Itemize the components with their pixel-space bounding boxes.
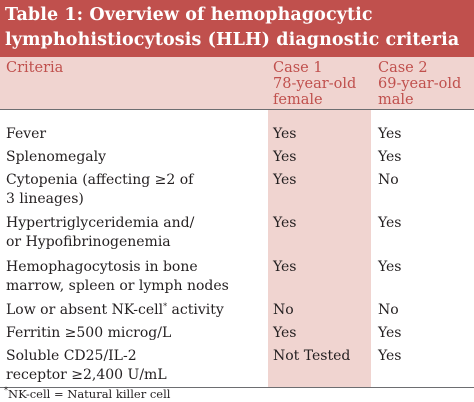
table-title-line-2: lymphohistiocytosis (HLH) diagnostic criteria — [5, 30, 460, 50]
row-6-criteria — [6, 301, 224, 320]
row-3-case-2: No — [378, 172, 399, 188]
row-3-criteria-line-1: Cytopenia (affecting ≥2 of — [6, 172, 194, 188]
row-1-criteria: Fever — [6, 126, 47, 142]
row-4-criteria-line-2: or Hypofibrinogenemia — [6, 234, 171, 250]
row-1-case-1: Yes — [273, 126, 297, 142]
row-5-criteria-line-1: Hemophagocytosis in bone — [6, 259, 198, 275]
row-5-criteria-line-2: marrow, spleen or lymph nodes — [6, 278, 229, 294]
row-1-case-2: Yes — [378, 126, 402, 142]
row-6-criteria-text: Low or absent NK-cell — [6, 302, 164, 318]
header-case-2-line-3: male — [378, 92, 414, 108]
row-7-criteria: Ferritin ≥500 microg/L — [6, 325, 172, 341]
row-2-criteria: Splenomegaly — [6, 149, 107, 165]
header-case-1-line-1: Case 1 — [273, 60, 323, 76]
row-7-case-1: Yes — [273, 325, 297, 341]
row-4-case-2: Yes — [378, 215, 402, 231]
row-8-criteria-line-2: receptor ≥2,400 U/mL — [6, 367, 167, 383]
row-8-case-1: Not Tested — [273, 348, 351, 364]
row-8-case-2: Yes — [378, 348, 402, 364]
row-4-criteria-line-1: Hypertriglyceridemia and/ — [6, 215, 195, 231]
row-8-criteria-line-1: Soluble CD25/IL-2 — [6, 348, 137, 364]
header-rule — [0, 109, 474, 110]
footnote-text: NK-cell = Natural killer cell — [8, 387, 171, 401]
footnote-mark: * — [4, 386, 8, 395]
row-6-footnote-mark: * — [163, 302, 168, 311]
header-case-2-line-2: 69-year-old — [378, 76, 462, 92]
row-7-case-2: Yes — [378, 325, 402, 341]
row-3-criteria-line-2: 3 lineages) — [6, 191, 84, 207]
header-case-2-line-1: Case 2 — [378, 60, 428, 76]
table-title — [0, 0, 474, 57]
row-4-case-1: Yes — [273, 215, 297, 231]
row-6-case-2: No — [378, 302, 399, 318]
row-5-case-1: Yes — [273, 259, 297, 275]
header-case-1-line-2: 78-year-old — [273, 76, 357, 92]
table-title-line-1: Table 1: Overview of hemophagocytic — [5, 5, 373, 25]
row-3-case-1: Yes — [273, 172, 297, 188]
header-criteria: Criteria — [6, 60, 64, 76]
row-2-case-1: Yes — [273, 149, 297, 165]
footnote — [4, 387, 170, 401]
row-2-case-2: Yes — [378, 149, 402, 165]
row-5-case-2: Yes — [378, 259, 402, 275]
row-6-case-1: No — [273, 302, 294, 318]
row-6-criteria-text-after: activity — [167, 302, 224, 318]
header-case-1-line-3: female — [273, 92, 323, 108]
